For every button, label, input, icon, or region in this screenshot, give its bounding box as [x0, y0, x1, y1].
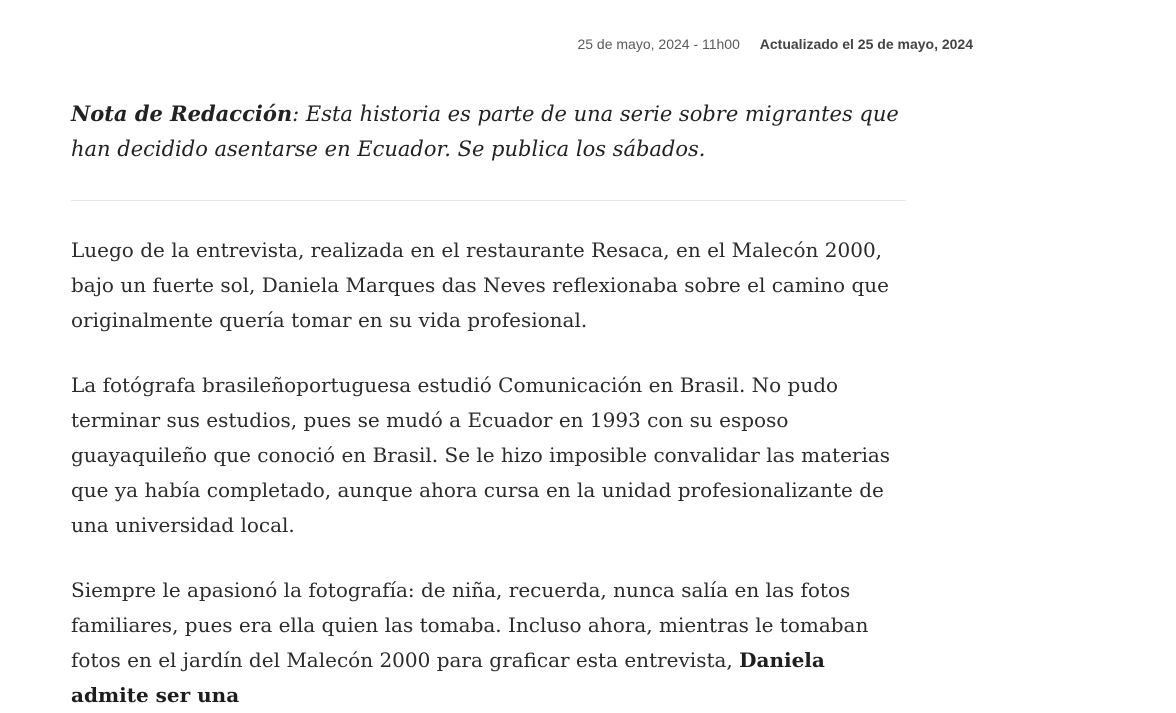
- publish-date: 25 de mayo, 2024 - 11h00: [577, 36, 740, 52]
- editor-note: [71, 96, 906, 201]
- paragraph-1: Luego de la entrevista, realizada en el restaurante Resaca, en el Malecón 2000, bajo un fuerte sol, Daniela Marques das Neves reflexionaba sobre el camino que originalmente quería tomar en su vida profesional.: [71, 238, 889, 332]
- editor-note-text: : Esta historia es parte de una serie sobre migrantes que han decidido asentarse en Ecuador. Se publica los sábados.: [71, 102, 899, 161]
- paragraph-3-bold: Daniela admite ser una: [71, 648, 825, 707]
- paragraph-3: [71, 573, 906, 713]
- article-meta: [577, 36, 973, 52]
- article-body: [71, 96, 906, 713]
- editor-note-label: Nota de Redacción: [71, 101, 293, 126]
- updated-date: Actualizado el 25 de mayo, 2024: [759, 36, 973, 52]
- paragraph-3-text: Siempre le apasionó la fotografía: de niña, recuerda, nunca salía en las fotos familiares, pues era ella quien las tomaba. Incluso ahora, mientras le tomaban fotos en el jardín del Malecón 2000 para graficar esta entrevista,: [71, 578, 869, 672]
- paragraph-2: La fotógrafa brasileñoportuguesa estudió Comunicación en Brasil. No pudo terminar sus estudios, pues se mudó a Ecuador en 1993 con su esposo guayaquileño que conoció en Brasil. Se le hizo imposible convalidar las materias que ya había completado, aunque ahora cursa en la unidad profesionalizante de una universidad local.: [71, 373, 891, 537]
